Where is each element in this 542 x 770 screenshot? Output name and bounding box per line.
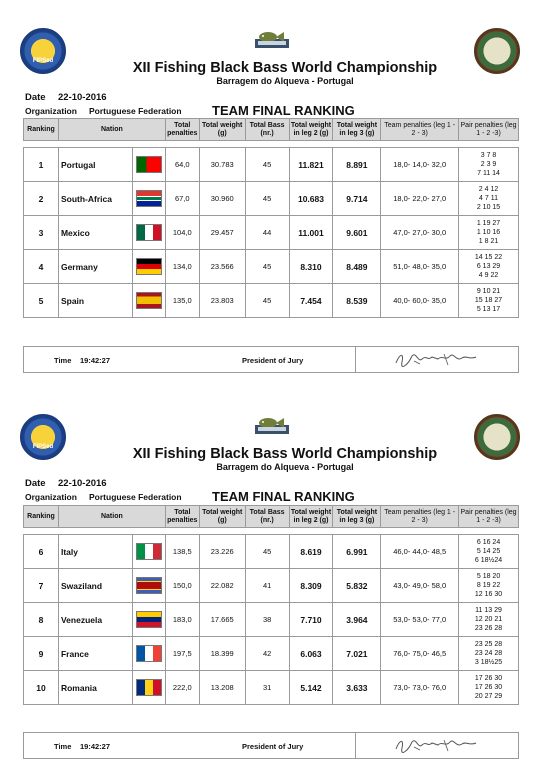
table-header-cell: Total weight (g)	[199, 119, 245, 141]
leg3-weight-cell: 9.714	[333, 182, 381, 216]
organization-value: Portuguese Federation	[89, 492, 182, 502]
table-row	[24, 637, 519, 671]
table-row	[24, 216, 519, 250]
pair-penalty-line: 2 3 9	[480, 161, 497, 168]
organization-label: Organization	[25, 106, 77, 116]
total-weight-cell: 18.399	[199, 637, 245, 671]
pair-penalty-line: 5 14 25	[476, 548, 501, 555]
italy-flag	[136, 543, 162, 560]
table-header-cell: Team penalties (leg 1 - 2 - 3)	[381, 119, 459, 141]
france-flag	[136, 645, 162, 662]
president-of-jury-label: President of Jury	[242, 742, 304, 751]
total-weight-cell: 23.566	[199, 250, 245, 284]
pair-penalties-cell	[459, 569, 519, 603]
nation-cell: Mexico	[58, 216, 132, 250]
pair-penalty-line: 17 26 30	[474, 675, 503, 682]
portugal-flag	[136, 156, 162, 173]
total-weight-cell: 30.783	[199, 148, 245, 182]
organization-value: Portuguese Federation	[89, 106, 182, 116]
nation-cell: Swaziland	[58, 569, 132, 603]
leg2-weight-cell: 5.142	[289, 671, 333, 705]
pair-penalty-line: 15 18 27	[474, 297, 503, 304]
pair-penalties-cell	[459, 250, 519, 284]
president-of-jury-label: President of Jury	[242, 356, 304, 365]
flag-cell	[132, 182, 165, 216]
leg2-weight-cell: 10.683	[289, 182, 333, 216]
pair-penalties-cell	[459, 535, 519, 569]
total-weight-cell: 23.803	[199, 284, 245, 318]
page-title: XII Fishing Black Bass World Championship	[132, 60, 438, 76]
pair-penalty-line: 7 11 14	[477, 170, 500, 177]
page-title: XII Fishing Black Bass World Championship	[132, 446, 438, 462]
swaziland-flag	[136, 577, 162, 594]
table-header-cell: Total weight in leg 3 (g)	[333, 506, 381, 528]
flag-cell	[132, 671, 165, 705]
rank-cell: 4	[24, 250, 59, 284]
pair-penalties-cell	[459, 603, 519, 637]
pair-penalty-line: 1 19 27	[476, 220, 501, 227]
spain-flag	[136, 292, 162, 309]
pair-penalties-cell	[459, 671, 519, 705]
ranking-table	[23, 505, 519, 705]
total-penalties-cell: 197,5	[165, 637, 199, 671]
leg2-weight-cell: 7.454	[289, 284, 333, 318]
date-value: 22-10-2016	[58, 92, 107, 103]
table-header-cell: Pair penalties (leg 1 - 2 -3)	[459, 119, 519, 141]
time-label: Time	[54, 742, 72, 751]
rank-cell: 1	[24, 148, 59, 182]
flag-cell	[132, 603, 165, 637]
nation-cell: Spain	[58, 284, 132, 318]
flag-cell	[132, 216, 165, 250]
team-penalties-cell: 18,0- 22,0- 27,0	[381, 182, 459, 216]
table-header-row	[24, 119, 519, 141]
pair-penalty-line: 6 18½24	[474, 557, 503, 564]
ranking-page	[0, 0, 542, 384]
leg3-weight-cell: 7.021	[333, 637, 381, 671]
fips-logo: FIPSed	[20, 28, 66, 74]
rank-cell: 7	[24, 569, 59, 603]
table-row	[24, 182, 519, 216]
flag-cell	[132, 284, 165, 318]
total-weight-cell: 29.457	[199, 216, 245, 250]
pair-penalties-cell	[459, 637, 519, 671]
rank-cell: 9	[24, 637, 59, 671]
signature-box	[355, 347, 519, 372]
pair-penalty-line: 20 27 29	[474, 693, 503, 700]
leg3-weight-cell: 8.891	[333, 148, 381, 182]
date-label: Date	[25, 478, 46, 489]
leg3-weight-cell: 6.991	[333, 535, 381, 569]
pair-penalty-line: 23 26 28	[474, 625, 503, 632]
team-penalties-cell: 73,0- 73,0- 76,0	[381, 671, 459, 705]
leg3-weight-cell: 5.832	[333, 569, 381, 603]
nation-cell: South-Africa	[58, 182, 132, 216]
total-penalties-cell: 222,0	[165, 671, 199, 705]
table-header-cell: Pair penalties (leg 1 - 2 -3)	[459, 506, 519, 528]
leg3-weight-cell: 8.539	[333, 284, 381, 318]
total-penalties-cell: 150,0	[165, 569, 199, 603]
table-row	[24, 603, 519, 637]
flag-cell	[132, 637, 165, 671]
total-bass-cell: 42	[245, 637, 289, 671]
leg2-weight-cell: 7.710	[289, 603, 333, 637]
team-penalties-cell: 46,0- 44,0- 48,5	[381, 535, 459, 569]
leg2-weight-cell: 11.821	[289, 148, 333, 182]
page-subtitle: Barragem do Alqueva - Portugal	[216, 462, 354, 472]
pair-penalty-line: 2 4 12	[478, 186, 499, 193]
rank-cell: 10	[24, 671, 59, 705]
pair-penalty-line: 1 8 21	[478, 238, 499, 245]
mexico-flag	[136, 224, 162, 241]
total-weight-cell: 13.208	[199, 671, 245, 705]
nation-cell: France	[58, 637, 132, 671]
total-weight-cell: 23.226	[199, 535, 245, 569]
nation-cell: Venezuela	[58, 603, 132, 637]
total-penalties-cell: 138,5	[165, 535, 199, 569]
table-header-row	[24, 506, 519, 528]
leg3-weight-cell: 3.964	[333, 603, 381, 637]
table-row	[24, 148, 519, 182]
bass-fish-logo	[254, 415, 290, 437]
team-penalties-cell: 76,0- 75,0- 46,5	[381, 637, 459, 671]
leg3-weight-cell: 3.633	[333, 671, 381, 705]
nation-cell: Italy	[58, 535, 132, 569]
page-subtitle: Barragem do Alqueva - Portugal	[216, 76, 354, 86]
leg2-weight-cell: 8.310	[289, 250, 333, 284]
leg2-weight-cell: 8.309	[289, 569, 333, 603]
pair-penalty-line: 17 26 30	[474, 684, 503, 691]
team-penalties-cell: 53,0- 53,0- 77,0	[381, 603, 459, 637]
total-bass-cell: 44	[245, 216, 289, 250]
ranking-title: TEAM FINAL RANKING	[212, 489, 355, 504]
total-bass-cell: 45	[245, 250, 289, 284]
table-header-cell: Total penalties	[165, 506, 199, 528]
table-header-cell: Ranking	[24, 506, 59, 528]
pair-penalty-line: 9 10 21	[476, 288, 501, 295]
footer	[23, 732, 519, 759]
pair-penalty-line: 4 9 22	[478, 272, 499, 279]
table-header-cell: Total penalties	[165, 119, 199, 141]
pair-penalty-line: 12 20 21	[474, 616, 503, 623]
ranking-title: TEAM FINAL RANKING	[212, 103, 355, 118]
rank-cell: 3	[24, 216, 59, 250]
total-weight-cell: 30.960	[199, 182, 245, 216]
table-row	[24, 284, 519, 318]
rank-cell: 5	[24, 284, 59, 318]
leg3-weight-cell: 8.489	[333, 250, 381, 284]
rank-cell: 2	[24, 182, 59, 216]
table-header-cell: Total weight in leg 2 (g)	[289, 119, 333, 141]
total-weight-cell: 17.665	[199, 603, 245, 637]
table-header-cell: Total weight in leg 2 (g)	[289, 506, 333, 528]
pair-penalty-line: 11 13 29	[475, 607, 502, 614]
total-weight-cell: 22.082	[199, 569, 245, 603]
total-penalties-cell: 67,0	[165, 182, 199, 216]
flag-cell	[132, 535, 165, 569]
total-penalties-cell: 135,0	[165, 284, 199, 318]
flag-cell	[132, 569, 165, 603]
time-value: 19:42:27	[80, 742, 111, 751]
rank-cell: 8	[24, 603, 59, 637]
flag-cell	[132, 148, 165, 182]
total-penalties-cell: 134,0	[165, 250, 199, 284]
venezuela-flag	[136, 611, 162, 628]
south-africa-flag	[136, 190, 162, 207]
time-label: Time	[54, 356, 72, 365]
total-bass-cell: 41	[245, 569, 289, 603]
leg2-weight-cell: 8.619	[289, 535, 333, 569]
time-value: 19:42:27	[80, 356, 111, 365]
table-header-cell: Team penalties (leg 1 - 2 - 3)	[381, 506, 459, 528]
table-header-cell: Total Bass (nr.)	[245, 119, 289, 141]
leg2-weight-cell: 6.063	[289, 637, 333, 671]
rank-cell: 6	[24, 535, 59, 569]
pair-penalty-line: 6 16 24	[476, 539, 501, 546]
team-penalties-cell: 43,0- 49,0- 58,0	[381, 569, 459, 603]
pair-penalty-line: 8 19 22	[476, 582, 501, 589]
table-row	[24, 250, 519, 284]
pair-penalty-line: 2 10 15	[476, 204, 501, 211]
total-bass-cell: 45	[245, 535, 289, 569]
team-penalties-cell: 18,0- 14,0- 32,0	[381, 148, 459, 182]
pair-penalty-line: 14 15 22	[474, 254, 503, 261]
romania-flag	[136, 679, 162, 696]
pair-penalty-line: 23 25 28	[474, 641, 503, 648]
signature-image	[356, 347, 519, 372]
total-bass-cell: 45	[245, 284, 289, 318]
fips-logo: FIPSed	[20, 414, 66, 460]
table-header-cell: Nation	[58, 119, 165, 141]
pair-penalties-cell	[459, 182, 519, 216]
date-value: 22-10-2016	[58, 478, 107, 489]
table-row	[24, 569, 519, 603]
total-bass-cell: 45	[245, 182, 289, 216]
nation-cell: Germany	[58, 250, 132, 284]
total-penalties-cell: 183,0	[165, 603, 199, 637]
signature-box	[355, 733, 519, 758]
total-penalties-cell: 64,0	[165, 148, 199, 182]
total-bass-cell: 38	[245, 603, 289, 637]
pair-penalty-line: 3 7 8	[480, 152, 497, 159]
pair-penalty-line: 12 16 30	[474, 591, 503, 598]
germany-flag	[136, 258, 162, 275]
pair-penalty-line: 5 13 17	[476, 306, 501, 313]
table-row	[24, 671, 519, 705]
pair-penalties-cell	[459, 148, 519, 182]
pair-penalty-line: 1 10 16	[476, 229, 501, 236]
ranking-page	[0, 386, 542, 770]
table-header-cell: Ranking	[24, 119, 59, 141]
flag-cell	[132, 250, 165, 284]
team-penalties-cell: 40,0- 60,0- 35,0	[381, 284, 459, 318]
leg3-weight-cell: 9.601	[333, 216, 381, 250]
team-penalties-cell: 51,0- 48,0- 35,0	[381, 250, 459, 284]
signature-image	[356, 733, 519, 758]
ranking-table	[23, 118, 519, 318]
footer	[23, 346, 519, 373]
leg2-weight-cell: 11.001	[289, 216, 333, 250]
team-penalties-cell: 47,0- 27,0- 30,0	[381, 216, 459, 250]
date-label: Date	[25, 92, 46, 103]
total-penalties-cell: 104,0	[165, 216, 199, 250]
table-header-cell: Total weight in leg 3 (g)	[333, 119, 381, 141]
nation-cell: Romania	[58, 671, 132, 705]
pair-penalties-cell	[459, 216, 519, 250]
nation-cell: Portugal	[58, 148, 132, 182]
pair-penalties-cell	[459, 284, 519, 318]
portugal-federation-logo	[474, 414, 520, 460]
total-bass-cell: 45	[245, 148, 289, 182]
total-bass-cell: 31	[245, 671, 289, 705]
table-row	[24, 535, 519, 569]
pair-penalty-line: 6 13 29	[476, 263, 501, 270]
pair-penalty-line: 4 7 11	[479, 195, 498, 202]
pair-penalty-line: 5 18 20	[476, 573, 501, 580]
portugal-federation-logo	[474, 28, 520, 74]
pair-penalty-line: 23 24 28	[474, 650, 503, 657]
bass-fish-logo	[254, 29, 290, 51]
pair-penalty-line: 3 18½25	[474, 659, 503, 666]
table-header-cell: Total weight (g)	[199, 506, 245, 528]
organization-label: Organization	[25, 492, 77, 502]
table-header-cell: Nation	[58, 506, 165, 528]
table-header-cell: Total Bass (nr.)	[245, 506, 289, 528]
